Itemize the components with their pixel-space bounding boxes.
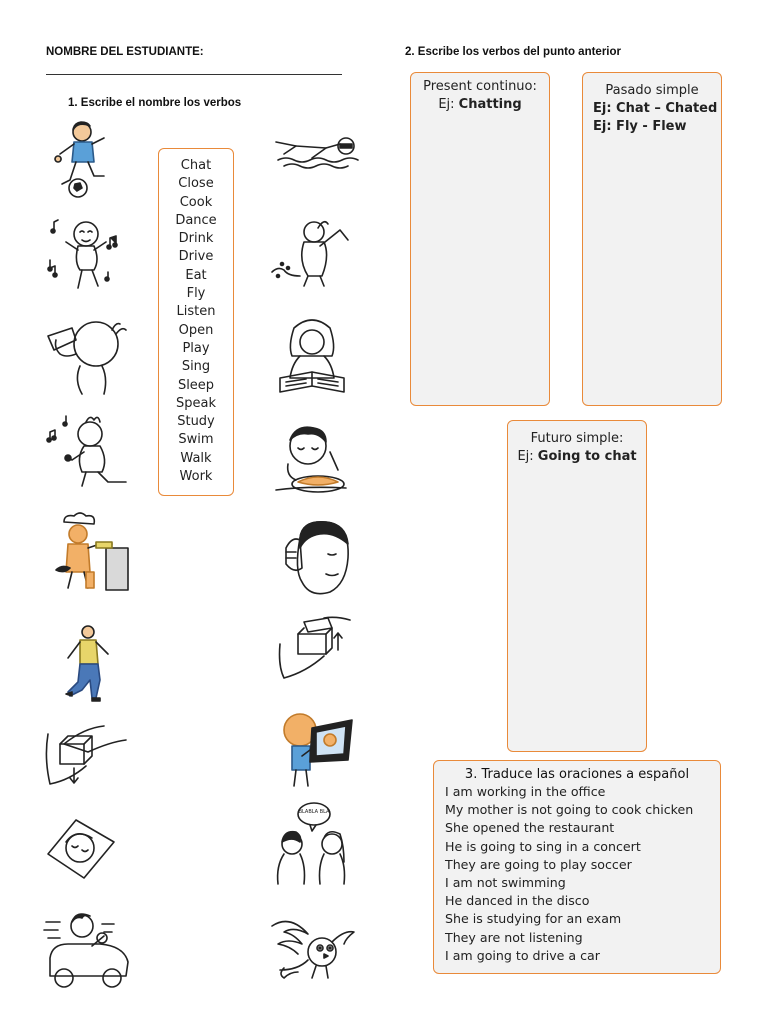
verb-item: Work bbox=[179, 469, 213, 485]
verb-item: Drive bbox=[178, 249, 214, 265]
present-example: Ej: Chatting bbox=[438, 97, 522, 112]
swimmer-icon bbox=[274, 132, 360, 172]
speech-bubble-text: BLABLA BLA bbox=[298, 809, 330, 815]
sentence: I am working in the office bbox=[445, 784, 606, 799]
verb-item: Swim bbox=[178, 432, 214, 448]
listening-man-icon bbox=[280, 518, 356, 602]
cooking-chef-icon bbox=[50, 514, 130, 594]
verb-item: Cook bbox=[179, 194, 213, 210]
verb-item: Chat bbox=[180, 158, 212, 173]
future-title: Futuro simple: bbox=[530, 431, 624, 446]
verb-item: Close bbox=[178, 176, 214, 192]
task-2-heading: 2. Escribe los verbos del punto anterior bbox=[405, 46, 622, 58]
working-digger-icon bbox=[268, 216, 352, 288]
present-title: Present continuo: bbox=[423, 79, 537, 94]
sentence: He is going to sing in a concert bbox=[445, 838, 641, 854]
verb-list-box bbox=[158, 148, 234, 496]
sleeping-child-icon bbox=[44, 814, 118, 882]
flying-bird-icon bbox=[268, 908, 358, 984]
past-simple-box[interactable] bbox=[582, 72, 722, 406]
verb-item: Study bbox=[177, 414, 215, 430]
future-simple-box[interactable] bbox=[507, 420, 647, 752]
sentence: She opened the restaurant bbox=[445, 820, 615, 836]
student-name-label: NOMBRE DEL ESTUDIANTE: bbox=[46, 46, 204, 58]
verb-item: Sing bbox=[181, 359, 211, 375]
task-1-heading: 1. Escribe el nombre los verbos bbox=[68, 97, 242, 109]
verb-item: Open bbox=[178, 322, 214, 338]
present-continuous-box[interactable] bbox=[410, 72, 550, 406]
opening-box-icon bbox=[276, 614, 356, 682]
past-example-1: Ej: Chat – Chated bbox=[593, 101, 718, 116]
dancing-boy-icon bbox=[48, 212, 128, 296]
walking-man-icon bbox=[56, 624, 120, 704]
verb-item: Listen bbox=[176, 304, 216, 320]
verb-item: Speak bbox=[176, 395, 216, 411]
singing-boy-icon bbox=[46, 412, 130, 494]
sentence: They are not listening bbox=[445, 929, 583, 945]
verb-item: Fly bbox=[186, 286, 206, 302]
sentence: They are going to play soccer bbox=[445, 856, 632, 872]
translate-title: 3. Traduce las oraciones a español bbox=[464, 767, 690, 782]
eating-boy-icon bbox=[268, 420, 354, 498]
past-title: Pasado simple bbox=[605, 83, 699, 98]
translate-box[interactable] bbox=[433, 760, 721, 974]
sentence: She is studying for an exam bbox=[445, 911, 622, 927]
soccer-player-icon bbox=[48, 118, 128, 200]
name-line[interactable] bbox=[46, 74, 342, 75]
verb-item: Eat bbox=[185, 267, 207, 283]
verb-item: Drink bbox=[178, 231, 214, 247]
sentence: My mother is not going to cook chicken bbox=[445, 802, 694, 818]
sentence: I am not swimming bbox=[445, 875, 566, 891]
talking-people-icon bbox=[272, 800, 358, 886]
video-chat-icon bbox=[282, 712, 358, 792]
driving-boy-icon bbox=[42, 906, 132, 992]
past-example-2: Ej: Fly - Flew bbox=[593, 119, 687, 134]
studying-girl-icon bbox=[276, 316, 348, 396]
verb-item: Sleep bbox=[177, 377, 215, 393]
drinking-boy-icon bbox=[46, 318, 128, 396]
verb-item: Dance bbox=[175, 212, 217, 228]
sentence: He danced in the disco bbox=[445, 893, 590, 909]
verb-item: Walk bbox=[180, 450, 212, 466]
closing-box-icon bbox=[44, 724, 128, 788]
future-example: Ej: Going to chat bbox=[517, 449, 637, 464]
sentence: I am going to drive a car bbox=[445, 947, 600, 963]
verb-item: Play bbox=[182, 340, 210, 356]
